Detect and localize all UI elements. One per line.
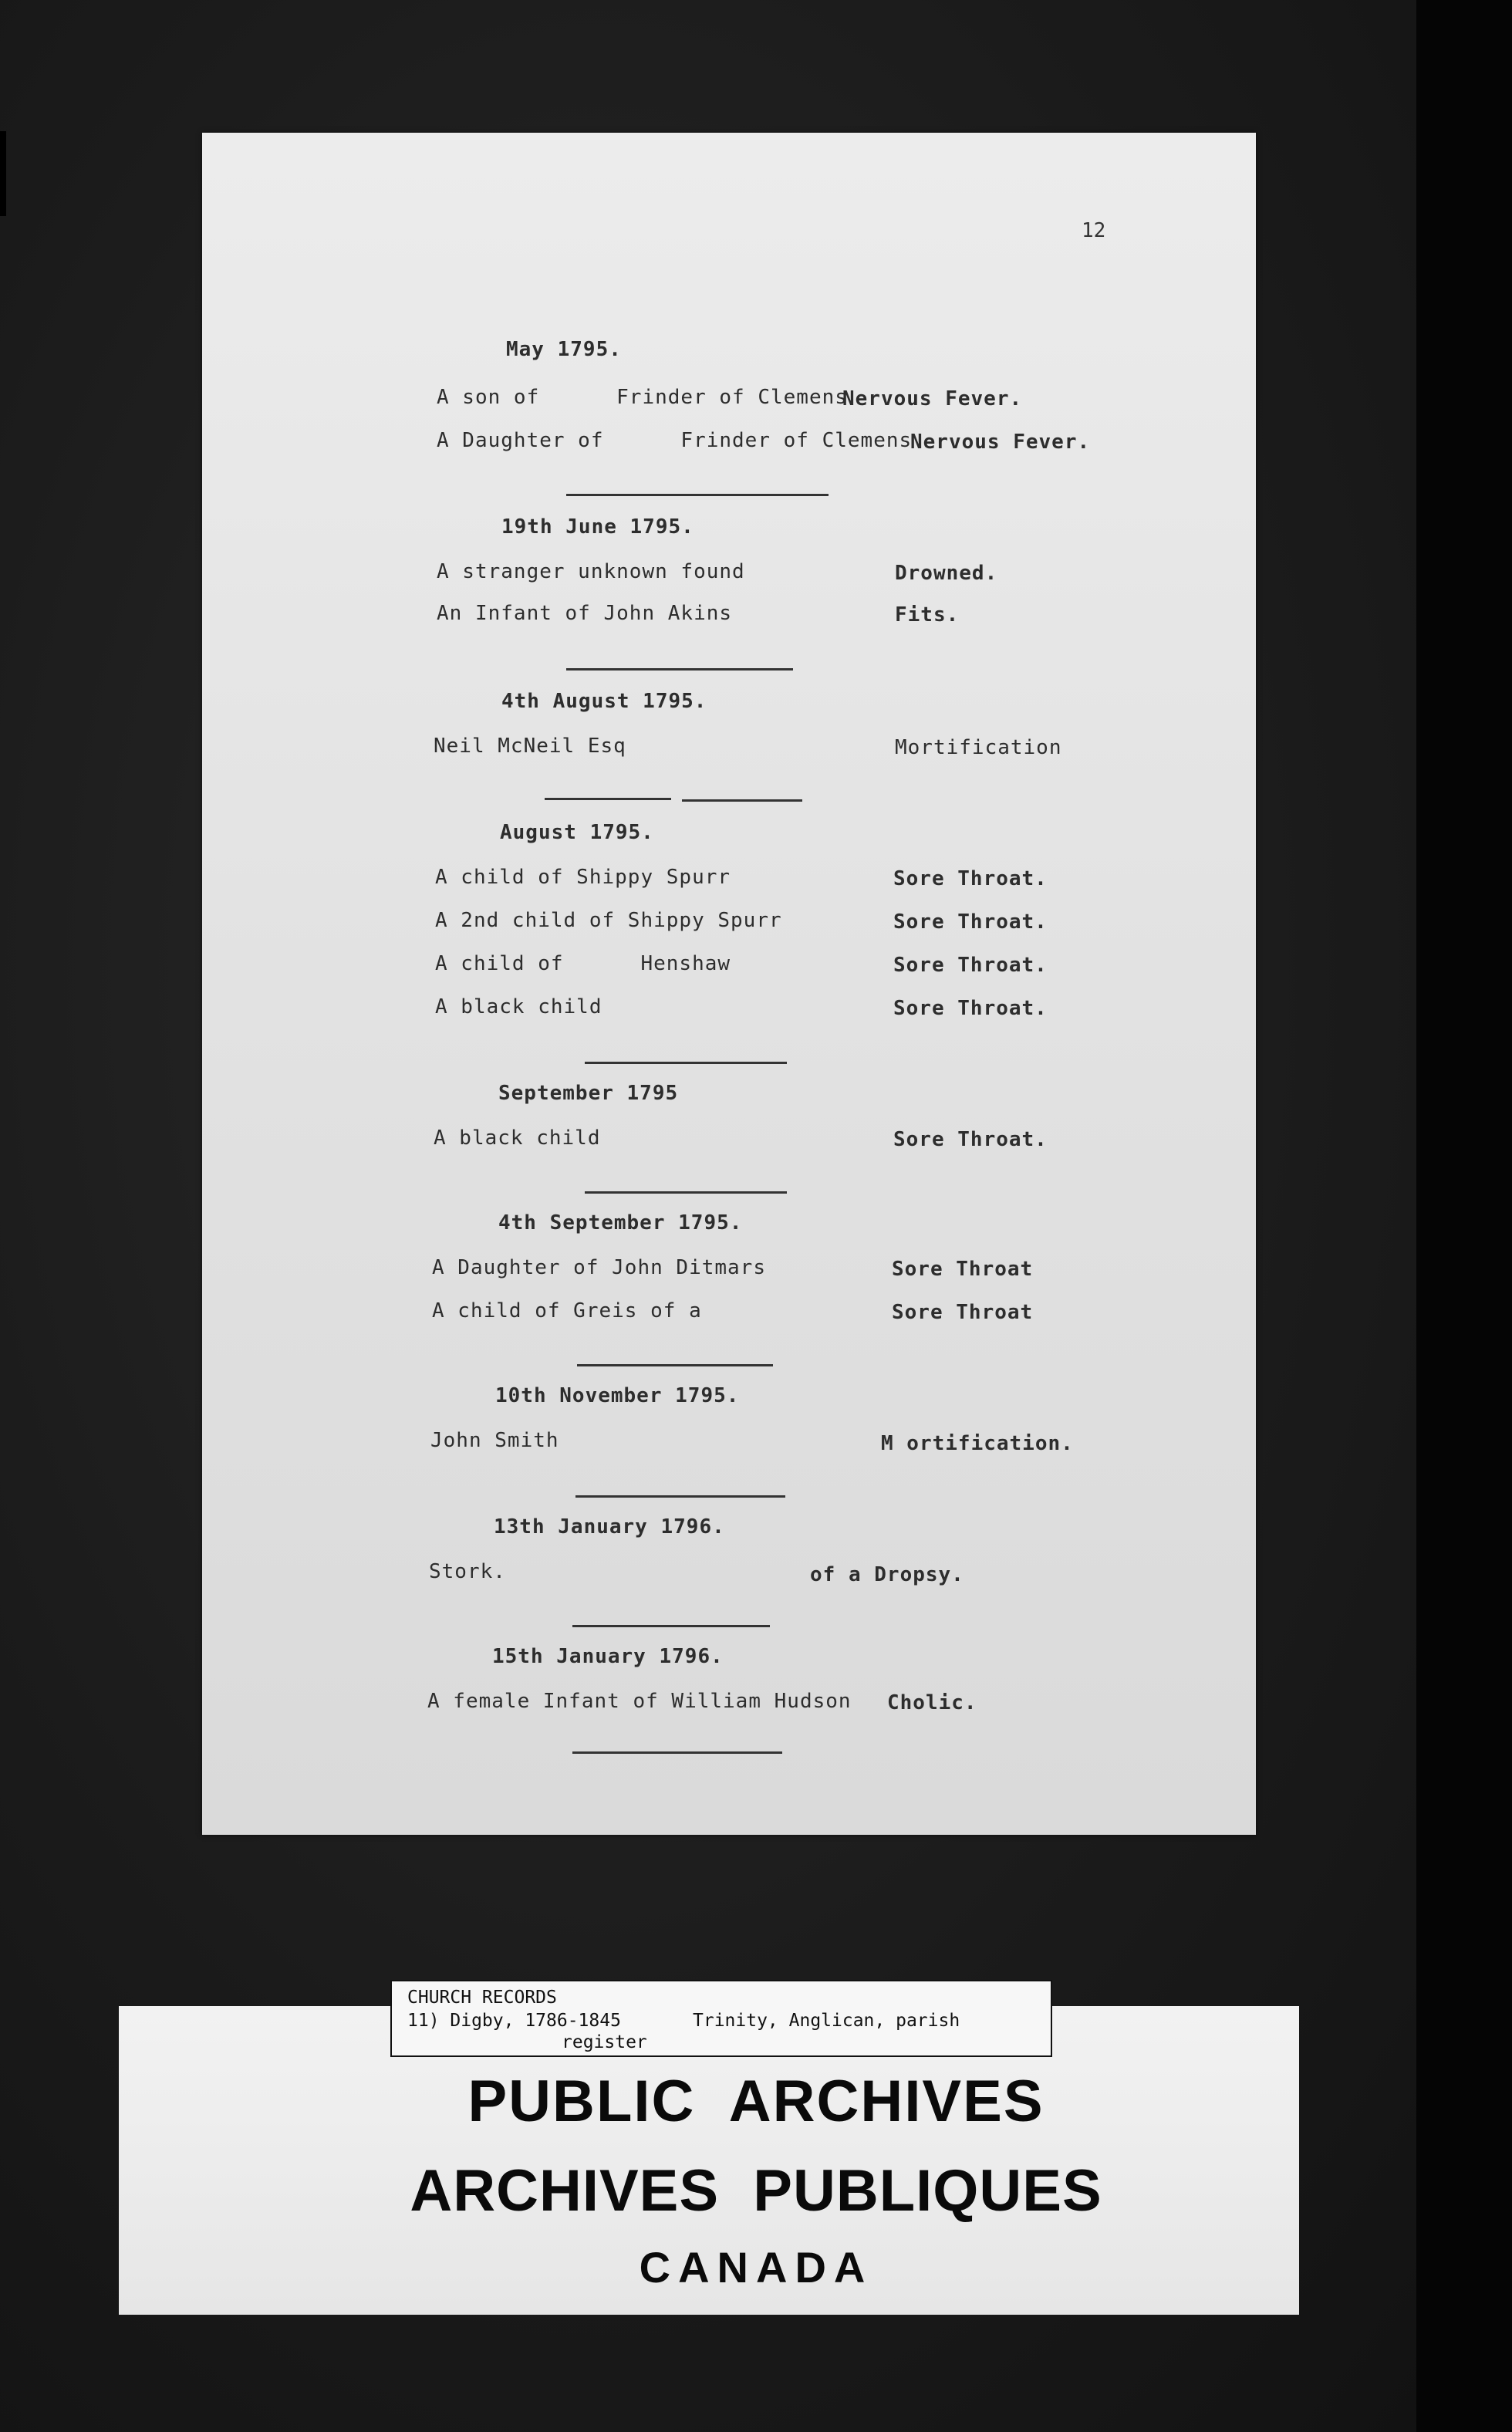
separator-line [566,668,793,670]
label-line-3: register [562,2032,647,2052]
entry-cause: Sore Throat [892,1258,1034,1281]
entry-name: Stork. [429,1560,506,1583]
archive-title-fr: ARCHIVES PUBLIQUES [410,2158,1102,2224]
entry-cause: Sore Throat. [893,910,1048,934]
entry-name: John Smith [430,1429,559,1452]
entry-name: An Infant of John Akins [437,602,733,625]
entry-name: A child of Shippy Spurr [435,866,731,889]
separator-line [682,799,802,802]
archive-label [390,1980,1052,2057]
entry-cause: Sore Throat. [893,1128,1048,1151]
entry-name: A Daughter of Frinder of Clemens [437,429,913,452]
entry-name: A black child [434,1126,601,1150]
archive-country: CANADA [639,2243,873,2292]
entry-name: A 2nd child of Shippy Spurr [435,909,782,932]
entry-cause: Sore Throat. [893,997,1048,1020]
archive-title-en: PUBLIC ARCHIVES [467,2069,1045,2134]
separator-line [572,1751,782,1754]
entry-cause: M ortification. [881,1432,1074,1455]
entry-cause: of a Dropsy. [810,1563,964,1586]
label-line-2: 11) Digby, 1786-1845 [407,2011,621,2031]
entry-cause: Cholic. [887,1691,977,1714]
entry-cause: Sore Throat. [893,954,1048,977]
separator-line [575,1495,785,1498]
entry-name: A child of Henshaw [435,952,731,975]
entry-name: A female Infant of William Hudson [427,1690,852,1713]
separator-line [572,1625,770,1627]
entry-cause: Drowned. [895,562,998,585]
entry-date: 13th January 1796. [494,1515,725,1539]
entry-date: 4th August 1795. [501,690,707,713]
entry-name: A Daughter of John Ditmars [432,1256,766,1279]
entry-date: August 1795. [500,821,654,844]
entry-name: Neil McNeil Esq [434,735,626,758]
entry-cause: Mortification [895,736,1062,759]
entry-cause: Nervous Fever. [842,387,1023,410]
separator-line [577,1364,773,1366]
separator-line [585,1062,787,1064]
label-line-2b: Trinity, Anglican, parish [693,2011,960,2031]
entry-date: 4th September 1795. [498,1211,743,1235]
entry-name: A son of Frinder of Clemens [437,386,848,409]
entry-name: A child of Greis of a [432,1299,702,1322]
entry-date: 15th January 1796. [492,1645,724,1668]
separator-line [545,798,671,800]
entry-name: A stranger unknown found [437,560,745,583]
entry-cause: Sore Throat [892,1301,1034,1324]
separator-line [566,494,829,496]
entry-cause: Sore Throat. [893,867,1048,890]
label-line-1: CHURCH RECORDS [407,1988,557,2008]
entry-date: September 1795 [498,1082,679,1105]
separator-line [585,1191,787,1194]
entry-date: May 1795. [506,338,622,361]
entry-cause: Fits. [895,603,960,627]
entry-date: 19th June 1795. [501,515,694,539]
entry-name: A black child [435,995,602,1018]
page-number: 12 [1082,219,1106,242]
entry-cause: Nervous Fever. [910,431,1091,454]
entry-date: 10th November 1795. [495,1384,740,1407]
scan-edge-mark [0,131,6,216]
